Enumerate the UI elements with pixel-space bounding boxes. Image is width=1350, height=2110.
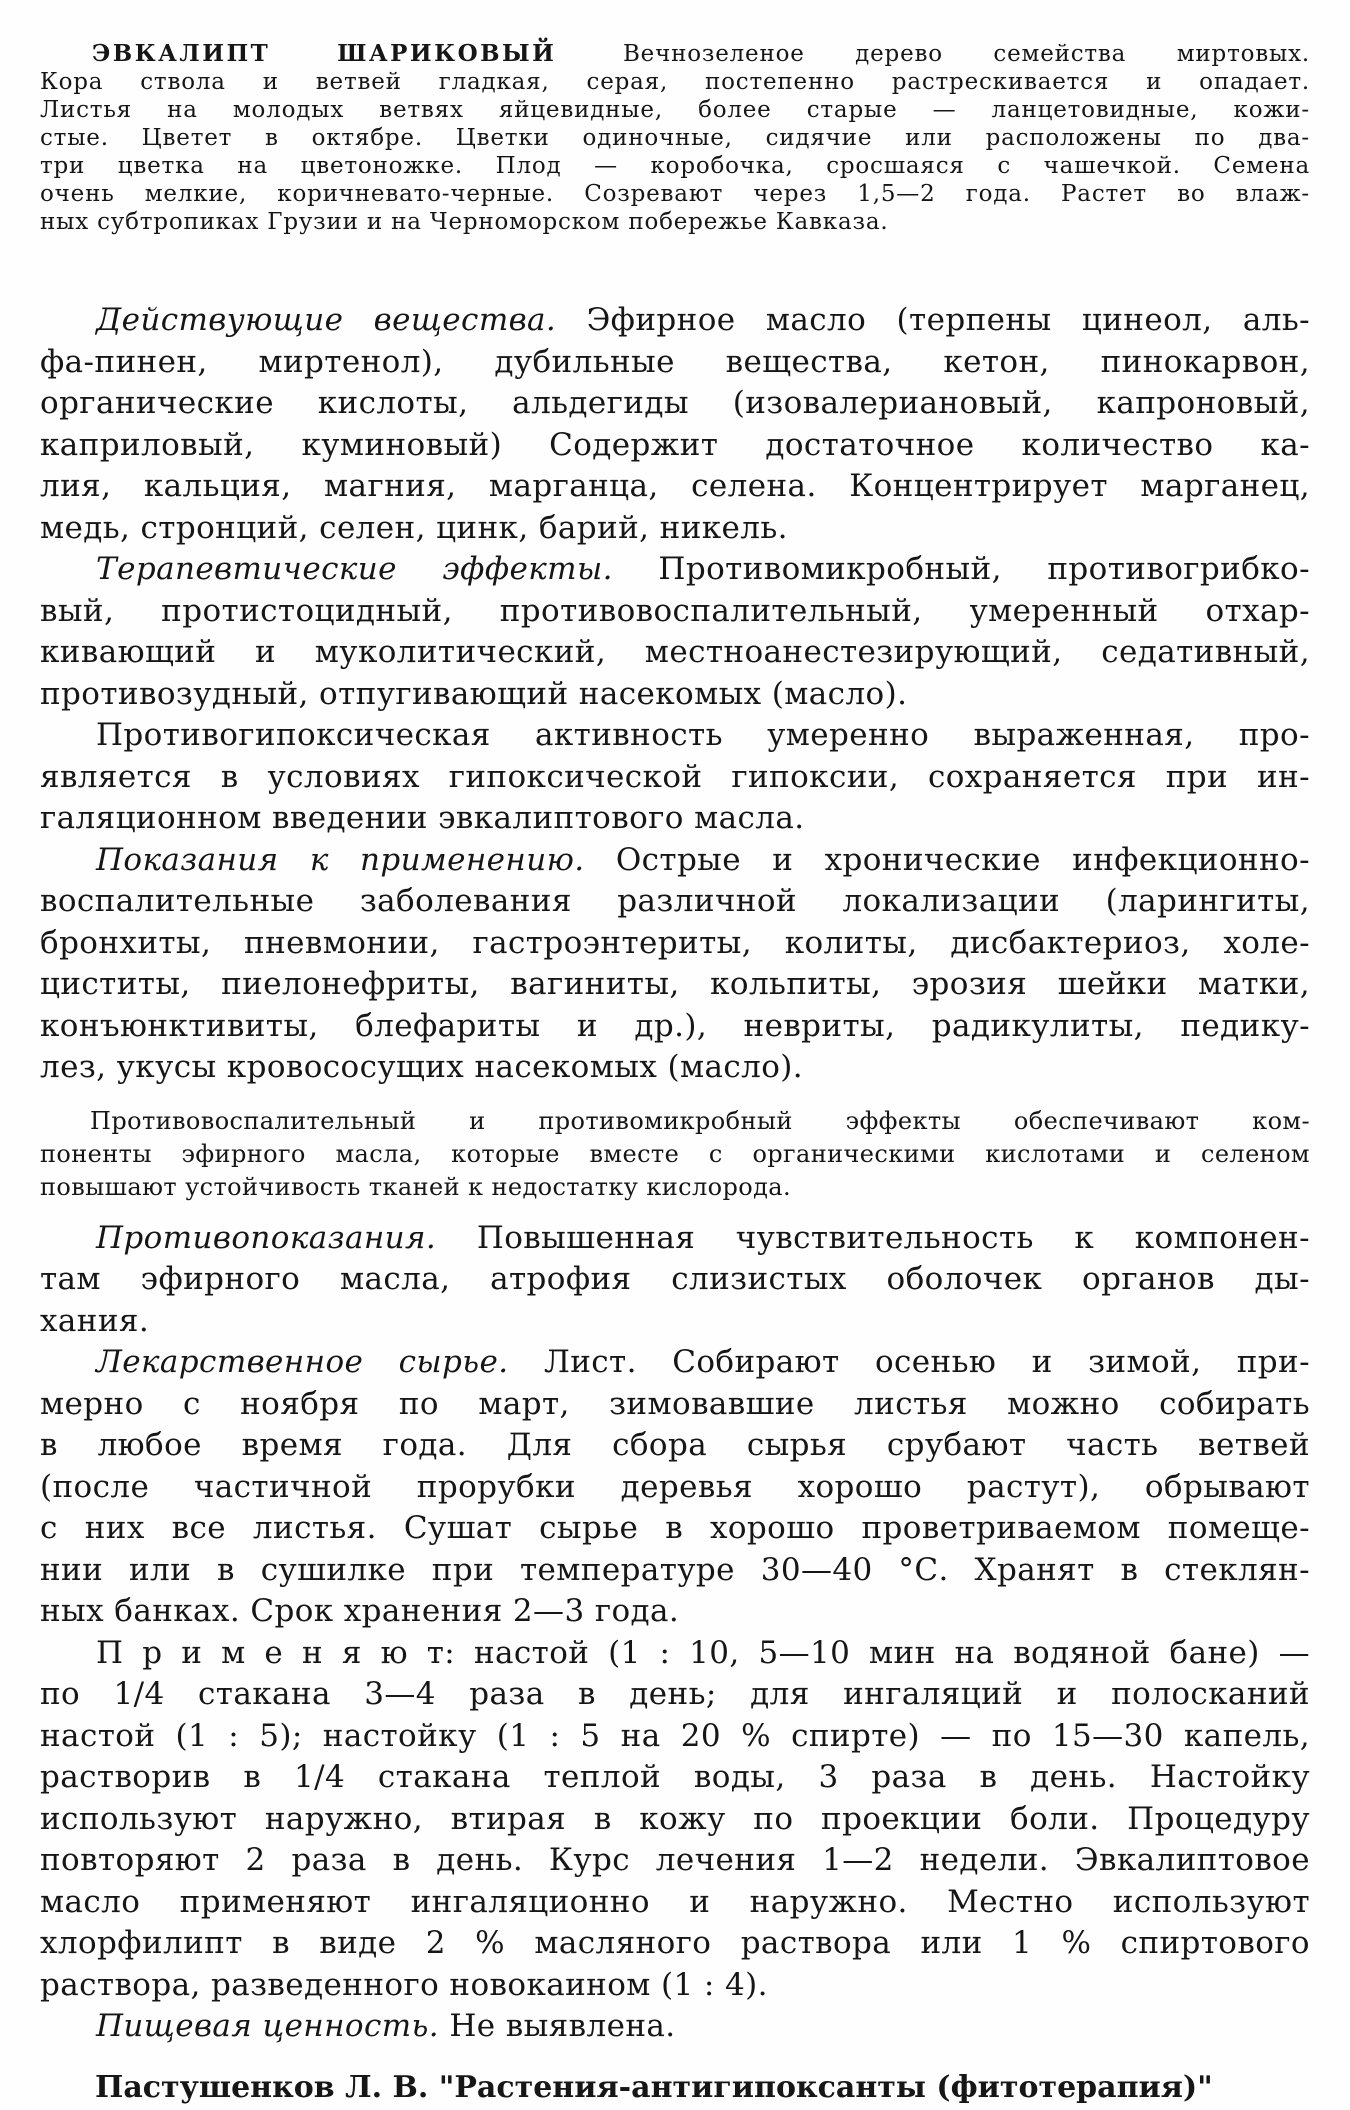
text-line: лез, укусы кровососущих насекомых (масло). bbox=[40, 1049, 804, 1085]
text-line: стые. Цветет в октябре. Цветки одиночные, сидячие или расположены по два- bbox=[40, 125, 1310, 151]
text-line bbox=[40, 2006, 1310, 2048]
text-line: каприловый, куминовый) Содержит достаточное количество ка- bbox=[40, 426, 1310, 463]
section-lead: Действующие вещества. bbox=[96, 302, 557, 338]
section-lead: Пищевая ценность. bbox=[96, 2008, 440, 2044]
section-lead: Лекарственное сырье. bbox=[96, 1344, 509, 1380]
text-line bbox=[40, 840, 1310, 882]
paragraph-application bbox=[40, 1633, 1310, 2007]
text-line: поненты эфирного масла, которые вместе с органическими кислотами и селеном bbox=[40, 1139, 1310, 1168]
line-text: настой (1 : 10, 5—10 мин на водяной бане) — bbox=[473, 1634, 1310, 1671]
paragraph-active-substances bbox=[40, 300, 1310, 549]
section-lead: Противопоказания. bbox=[96, 1219, 437, 1256]
line-text: Не выявлена. bbox=[449, 2008, 676, 2044]
section-lead: П р и м е н я ю т: bbox=[96, 1634, 456, 1671]
text-line: очень мелкие, коричневато-черные. Созревают через 1,5—2 года. Растет во влаж- bbox=[40, 181, 1310, 207]
paragraph-therapeutic-effects bbox=[40, 549, 1310, 715]
text-line bbox=[40, 1633, 1310, 1675]
paragraph-citation bbox=[40, 2068, 1310, 2108]
text-line: Противогипоксическая активность умеренно выраженная, про- bbox=[96, 717, 1310, 753]
paragraph-indications bbox=[40, 840, 1310, 1089]
text-line: Листья на молодых ветвях яйцевидные, более старые — ланцетовидные, кожи- bbox=[40, 97, 1310, 123]
text-line: кивающий и муколитический, местноанестезирующий, седативный, bbox=[40, 634, 1310, 670]
text-line: хания. bbox=[40, 1302, 150, 1339]
text-line: мерно с ноября по март, зимовавшие листья можно собирать bbox=[40, 1385, 1310, 1422]
text-line: (после частичной прорубки деревья хорошо растут), обрывают bbox=[40, 1468, 1310, 1505]
paragraph-antihypoxic-activity bbox=[40, 715, 1310, 840]
paragraph-raw-material bbox=[40, 1342, 1310, 1633]
line-text: Лист. Собирают осенью и зимой, при- bbox=[543, 1344, 1310, 1380]
line-text: Вечнозеленое дерево семейства миртовых. bbox=[622, 41, 1310, 67]
paragraph-header-paragraph bbox=[40, 40, 1310, 236]
text-line: органические кислоты, альдегиды (изовалериановый, капроновый, bbox=[40, 385, 1310, 421]
text-line bbox=[40, 40, 1310, 68]
text-line: Противовоспалительный и противомикробный эффекты обеспечивают ком- bbox=[90, 1106, 1310, 1135]
line-text: Острые и хронические инфекционно- bbox=[615, 841, 1310, 878]
text-line bbox=[40, 1342, 1310, 1384]
text-line bbox=[40, 300, 1310, 342]
text-line: Кора ствола и ветвей гладкая, серая, постепенно растрескивается и опадает. bbox=[40, 69, 1310, 95]
text-line: бронхиты, пневмонии, гастроэнтериты, колиты, дисбактериоз, холе- bbox=[40, 924, 1310, 961]
text-line: ных банках. Срок хранения 2—3 года. bbox=[40, 1593, 680, 1629]
line-text: Эфирное масло (терпены цинеол, аль- bbox=[586, 302, 1310, 338]
text-line: там эфирного масла, атрофия слизистых оболочек органов ды- bbox=[40, 1261, 1310, 1297]
text-line: ных субтропиках Грузии и на Черноморском побережье Кавказа. bbox=[40, 209, 889, 235]
text-line: хлорфилипт в виде 2 % масляного раствора или 1 % спиртового bbox=[40, 1925, 1310, 1961]
text-line: раствора, разведенного новокаином (1 : 4). bbox=[40, 1966, 768, 2003]
text-line: Пастушенков Л. В. "Растения-антигипоксанты (фитотерапия)" bbox=[95, 2069, 1213, 2105]
text-line: с них все листья. Сушат сырье в хорошо проветриваемом помеще- bbox=[40, 1510, 1310, 1546]
text-line: лия, кальция, магния, марганца, селена. Концентрирует марганец, bbox=[40, 468, 1310, 504]
text-line: три цветка на цветоножке. Плод — коробочка, сросшаяся с чашечкой. Семена bbox=[40, 153, 1310, 179]
text-line: фа-пинен, миртенол), дубильные вещества, кетон, пинокарвон, bbox=[40, 343, 1310, 380]
text-line: противозудный, отпугивающий насекомых (масло). bbox=[40, 675, 908, 712]
text-line bbox=[40, 549, 1310, 591]
text-line: повторяют 2 раза в день. Курс лечения 1—2 недели. Эвкалиптовое bbox=[40, 1842, 1310, 1878]
paragraph-note-components bbox=[40, 1105, 1310, 1204]
text-line: медь, стронций, селен, цинк, барий, никель. bbox=[40, 509, 788, 546]
text-line: нии или в сушилке при температуре 30—40 °С. Хранят в стеклян- bbox=[40, 1551, 1310, 1588]
paragraph-contraindications bbox=[40, 1218, 1310, 1343]
entry-title: ЭВКАЛИПТ ШАРИКОВЫЙ bbox=[92, 40, 557, 67]
text-line: настой (1 : 5); настойку (1 : 5 на 20 % спирте) — по 15—30 капель, bbox=[40, 1717, 1310, 1754]
text-line: конъюнктивиты, блефариты и др.), невриты, радикулиты, педику- bbox=[40, 1007, 1310, 1044]
text-line: растворив в 1/4 стакана теплой воды, 3 раза в день. Настойку bbox=[40, 1759, 1310, 1795]
text-line: вый, протистоцидный, противовоспалительный, умеренный отхар- bbox=[40, 592, 1310, 629]
section-lead: Терапевтические эффекты. bbox=[96, 551, 613, 587]
paragraph-nutritional-value bbox=[40, 2006, 1310, 2048]
text-line: воспалительные заболевания различной локализации (ларингиты, bbox=[40, 883, 1310, 919]
text-line: используют наружно, втирая в кожу по проекции боли. Процедуру bbox=[40, 1800, 1310, 1837]
text-line: по 1/4 стакана 3—4 раза в день; для ингаляций и полосканий bbox=[40, 1676, 1310, 1712]
section-lead: Показания к применению. bbox=[96, 841, 585, 878]
text-line: в любое время года. Для сбора сырья срубают часть ветвей bbox=[40, 1427, 1310, 1463]
text-line bbox=[40, 1218, 1310, 1260]
text-line: повышают устойчивость тканей к недостатку кислорода. bbox=[40, 1172, 791, 1201]
text-line: циститы, пиелонефриты, вагиниты, кольпиты, эрозия шейки матки, bbox=[40, 966, 1310, 1002]
text-line: галяционном введении эвкалиптового масла. bbox=[40, 800, 805, 836]
text-line: является в условиях гипоксической гипоксии, сохраняется при ин- bbox=[40, 758, 1310, 795]
line-text: Противомикробный, противогрибко- bbox=[658, 551, 1310, 587]
line-text: Повышенная чувствительность к компонен- bbox=[476, 1219, 1310, 1256]
text-line: масло применяют ингаляционно и наружно. Местно используют bbox=[40, 1883, 1310, 1920]
